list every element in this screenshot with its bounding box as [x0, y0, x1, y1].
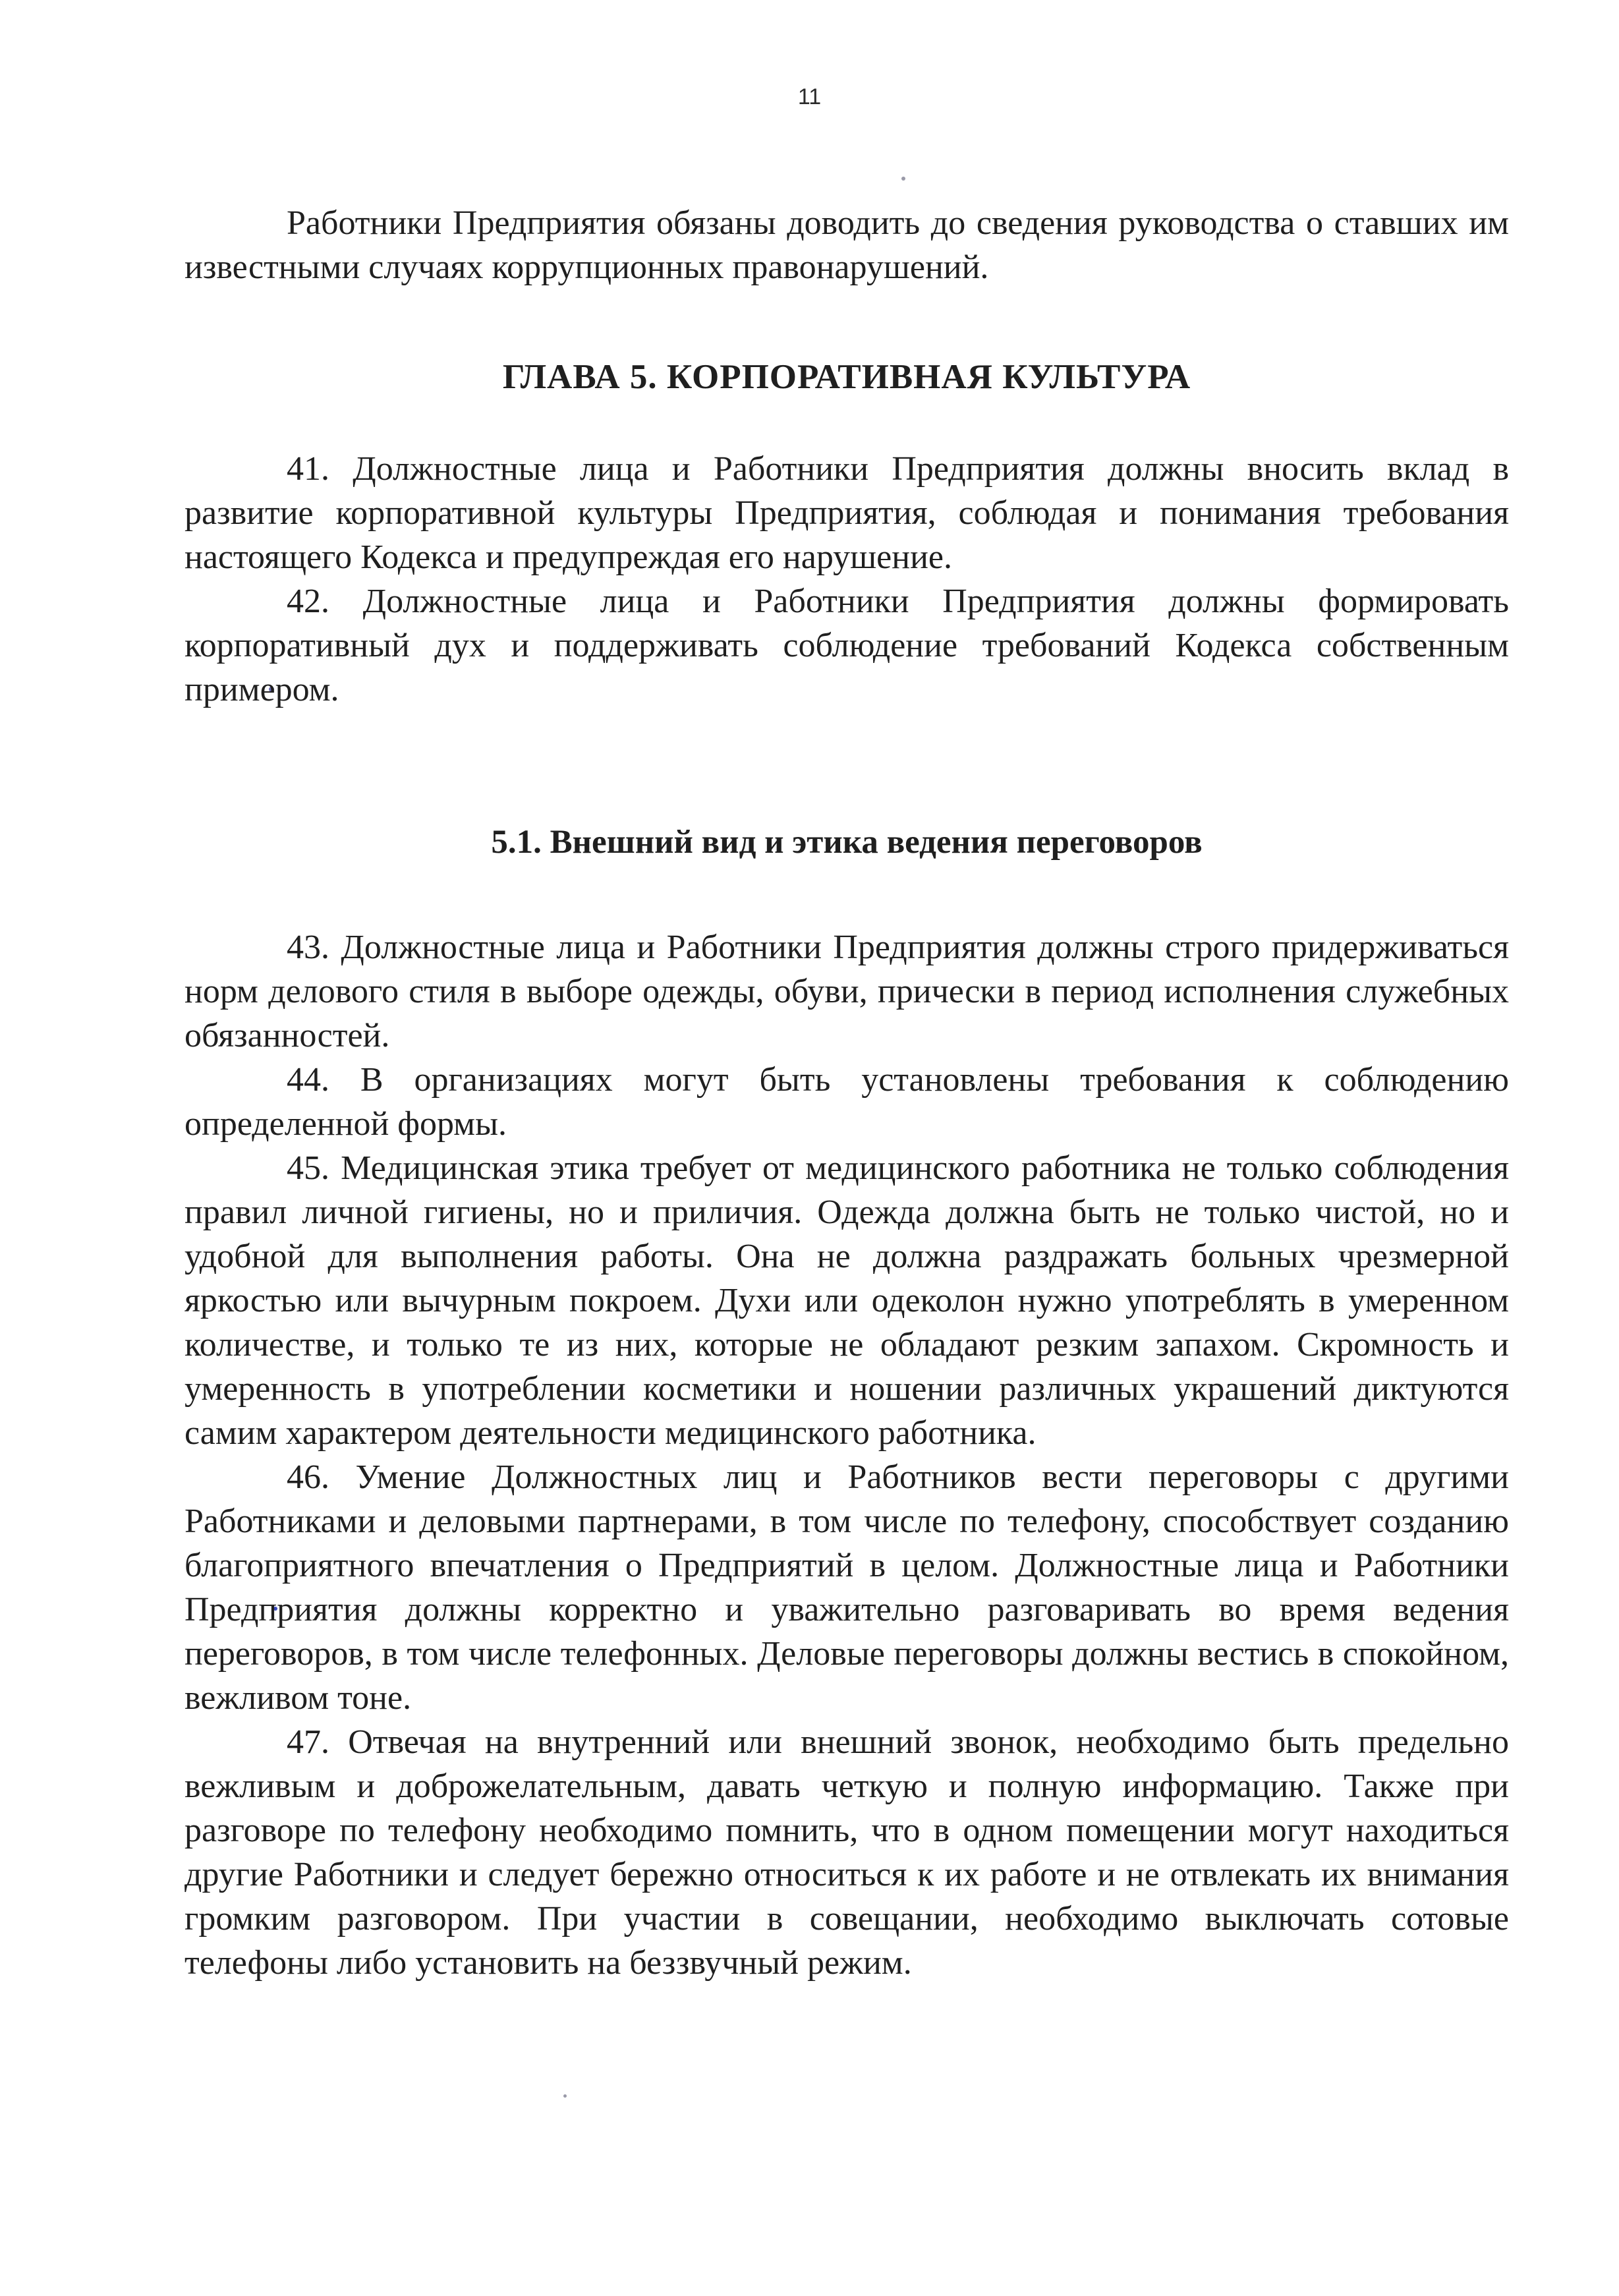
document-body: [185, 201, 1509, 1985]
paragraph-44: 44. В организациях могут быть установлены требования к соблюдению определенной формы.: [185, 1061, 1509, 1143]
paragraph-45: 45. Медицинская этика требует от медицинского работника не только соблюдения правил личной гигиены, но и приличия. Одежда должна быть не только чистой, но и удобной для выполнения работы. Она не должна раздражать больных чрезмерной яркостью или вычурным покроем. Духи или одеколон нужно употреблять в умеренном количестве, и только те из них, которые не обладают резким запахом. Скромность и умеренность в употреблении косметики и ношении различных украшений диктуются самим характером деятельности медицинского работника.: [185, 1149, 1509, 1452]
chapter-heading: ГЛАВА 5. КОРПОРАТИВНАЯ КУЛЬТУРА: [502, 358, 1191, 396]
paragraph-46: 46. Умение Должностных лиц и Работников вести переговоры с другими Работниками и деловыми партнерами, в том числе по телефону, способствует созданию благоприятного впечатления о Предприятий в целом. Должностные лица и Работники Предприятия должны корректно и уважительно разговаривать во время ведения переговоров, в том числе телефонных. Деловые переговоры должны вестись в спокойном, вежливом тоне.: [185, 1458, 1509, 1717]
paragraph-41: 41. Должностные лица и Работники Предприятия должны вносить вклад в развитие корпоративной культуры Предприятия, соблюдая и понимания требования настоящего Кодекса и предупреждая его нарушение.: [185, 450, 1509, 576]
paragraph-47: 47. Отвечая на внутренний или внешний звонок, необходимо быть предельно вежливым и доброжелательным, давать четкую и полную информацию. Также при разговоре по телефону необходимо помнить, что в одном помещении могут находиться другие Работники и следует бережно относиться к их работе и не отвлекать их внимания громким разговором. При участии в совещании, необходимо выключать сотовые телефоны либо установить на беззвучный режим.: [185, 1723, 1509, 1982]
section-heading: 5.1. Внешний вид и этика ведения переговоров: [491, 824, 1203, 861]
paragraph-42: 42. Должностные лица и Работники Предприятия должны формировать корпоративный дух и поддерживать соблюдение требований Кодекса собственным примером.: [185, 583, 1509, 708]
scan-speck: [563, 2094, 567, 2098]
page-number: 11: [797, 84, 822, 109]
scan-speck: [901, 177, 905, 181]
paragraph-43: 43. Должностные лица и Работники Предприятия должны строго придерживаться норм делового стиля в выборе одежды, обуви, прически в период исполнения служебных обязанностей.: [185, 929, 1509, 1054]
intro-paragraph: Работники Предприятия обязаны доводить до сведения руководства о ставших им известными случаях коррупционных правонарушений.: [185, 204, 1509, 286]
